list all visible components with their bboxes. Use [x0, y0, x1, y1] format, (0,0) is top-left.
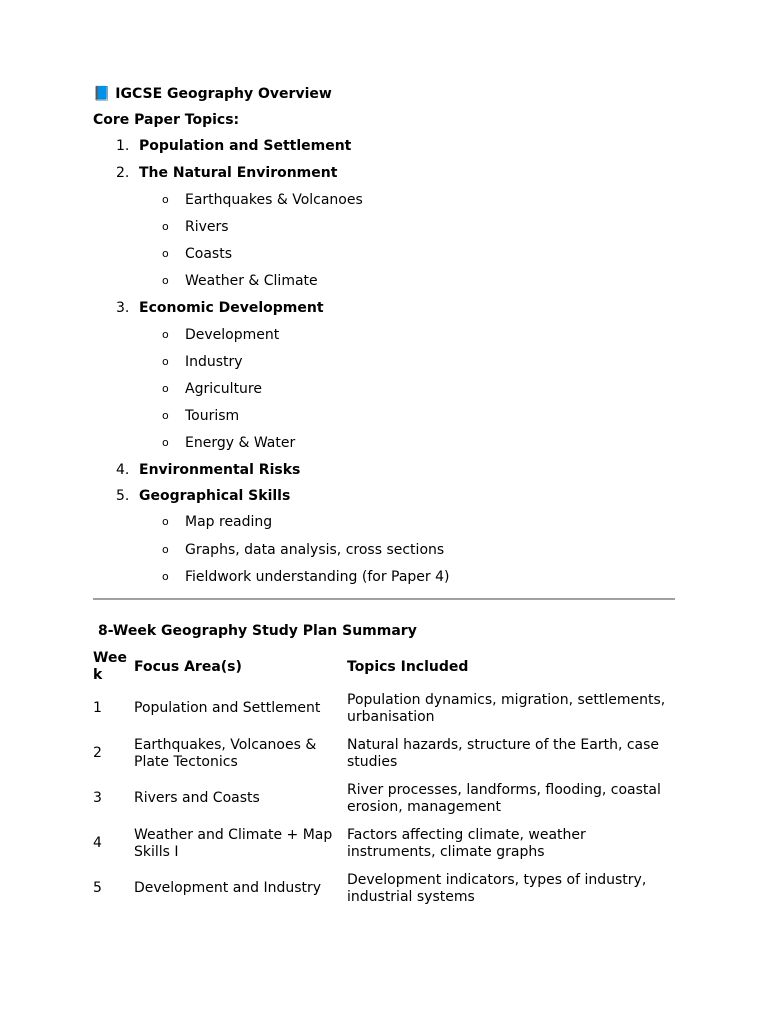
header-focus-area: Focus Area(s)	[134, 658, 242, 675]
subtopic-item	[162, 381, 262, 397]
topic-number: 1.	[116, 138, 130, 154]
focus-cell: Rivers and Coasts	[134, 790, 260, 806]
subtopic-label: Development	[185, 327, 280, 343]
topic-label: The Natural Environment	[139, 165, 338, 181]
bullet-icon: o	[162, 355, 169, 368]
subtopic-item	[162, 435, 295, 451]
bullet-icon: o	[162, 409, 169, 422]
study-plan-title: 8-Week Geography Study Plan Summary	[98, 623, 417, 639]
table-row	[91, 821, 679, 866]
subtopic-label: Earthquakes & Volcanoes	[185, 192, 363, 208]
subtopic-item	[162, 246, 232, 262]
topic-label: Environmental Risks	[139, 462, 301, 478]
bullet-icon: o	[162, 220, 169, 233]
bullet-icon: o	[162, 328, 169, 341]
subtopic-label: Energy & Water	[185, 435, 296, 451]
bullet-icon: o	[162, 382, 169, 395]
topic-label: Population and Settlement	[139, 138, 352, 154]
core-paper-heading: Core Paper Topics:	[93, 112, 240, 128]
topic-item	[116, 488, 290, 504]
bullet-icon: o	[162, 436, 169, 449]
subtopic-label: Agriculture	[185, 381, 262, 397]
subtopic-label: Rivers	[185, 219, 229, 235]
table-row	[91, 866, 679, 911]
week-cell: 5	[93, 880, 102, 896]
header-topics-included: Topics Included	[347, 658, 469, 675]
subtopic-label: Tourism	[185, 408, 240, 424]
topic-number: 3.	[116, 300, 130, 316]
subtopic-item	[162, 408, 239, 424]
study-plan-table	[91, 648, 679, 911]
topic-number: 2.	[116, 165, 130, 181]
subtopic-item	[162, 327, 279, 343]
subtopic-label: Industry	[185, 354, 243, 370]
week-cell: 4	[93, 835, 102, 851]
bullet-icon: o	[162, 247, 169, 260]
subtopic-item	[162, 569, 450, 585]
bullet-icon: o	[162, 570, 169, 583]
focus-cell: Earthquakes, Volcanoes & Plate Tectonics	[134, 736, 317, 770]
topic-number: 5.	[116, 488, 130, 504]
topics-cell: River processes, landforms, flooding, coastal erosion, management	[347, 781, 661, 815]
topic-item	[116, 138, 351, 154]
topics-cell: Development indicators, types of industry, industrial systems	[347, 871, 647, 905]
focus-cell: Weather and Climate + Map Skills I	[134, 826, 333, 860]
bullet-icon: o	[162, 543, 169, 556]
header-week: Week	[93, 650, 127, 683]
topic-item	[116, 462, 300, 478]
subtopic-item	[162, 192, 363, 208]
bullet-icon: o	[162, 515, 169, 528]
topic-label: Geographical Skills	[139, 488, 291, 504]
topics-cell: Population dynamics, migration, settlements, urbanisation	[347, 691, 666, 725]
subtopic-label: Graphs, data analysis, cross sections	[185, 542, 445, 558]
subtopic-label: Coasts	[185, 246, 232, 262]
horizontal-divider	[93, 598, 675, 600]
table-row	[91, 731, 679, 776]
focus-cell: Development and Industry	[134, 880, 322, 896]
subtopic-item	[162, 514, 272, 530]
topics-cell: Factors affecting climate, weather instruments, climate graphs	[347, 826, 586, 860]
bullet-icon: o	[162, 274, 169, 287]
subtopic-label: Map reading	[185, 514, 273, 530]
week-cell: 2	[93, 745, 102, 761]
topic-number: 4.	[116, 462, 130, 478]
table-row	[91, 686, 679, 731]
document-title: 📘 IGCSE Geography Overview	[93, 86, 332, 102]
subtopic-item	[162, 219, 229, 235]
subtopic-label: Weather & Climate	[185, 273, 318, 289]
week-cell: 1	[93, 700, 102, 716]
subtopic-item	[162, 273, 318, 289]
topic-item	[116, 165, 337, 181]
week-cell: 3	[93, 790, 102, 806]
topics-cell: Natural hazards, structure of the Earth, case studies	[347, 736, 660, 770]
topic-label: Economic Development	[139, 300, 324, 316]
subtopic-label: Fieldwork understanding (for Paper 4)	[185, 569, 450, 585]
table-row	[91, 776, 679, 821]
table-header-row	[91, 648, 679, 686]
focus-cell: Population and Settlement	[134, 700, 321, 716]
subtopic-item	[162, 542, 444, 558]
subtopic-item	[162, 354, 243, 370]
bullet-icon: o	[162, 193, 169, 206]
topic-item	[116, 300, 324, 316]
